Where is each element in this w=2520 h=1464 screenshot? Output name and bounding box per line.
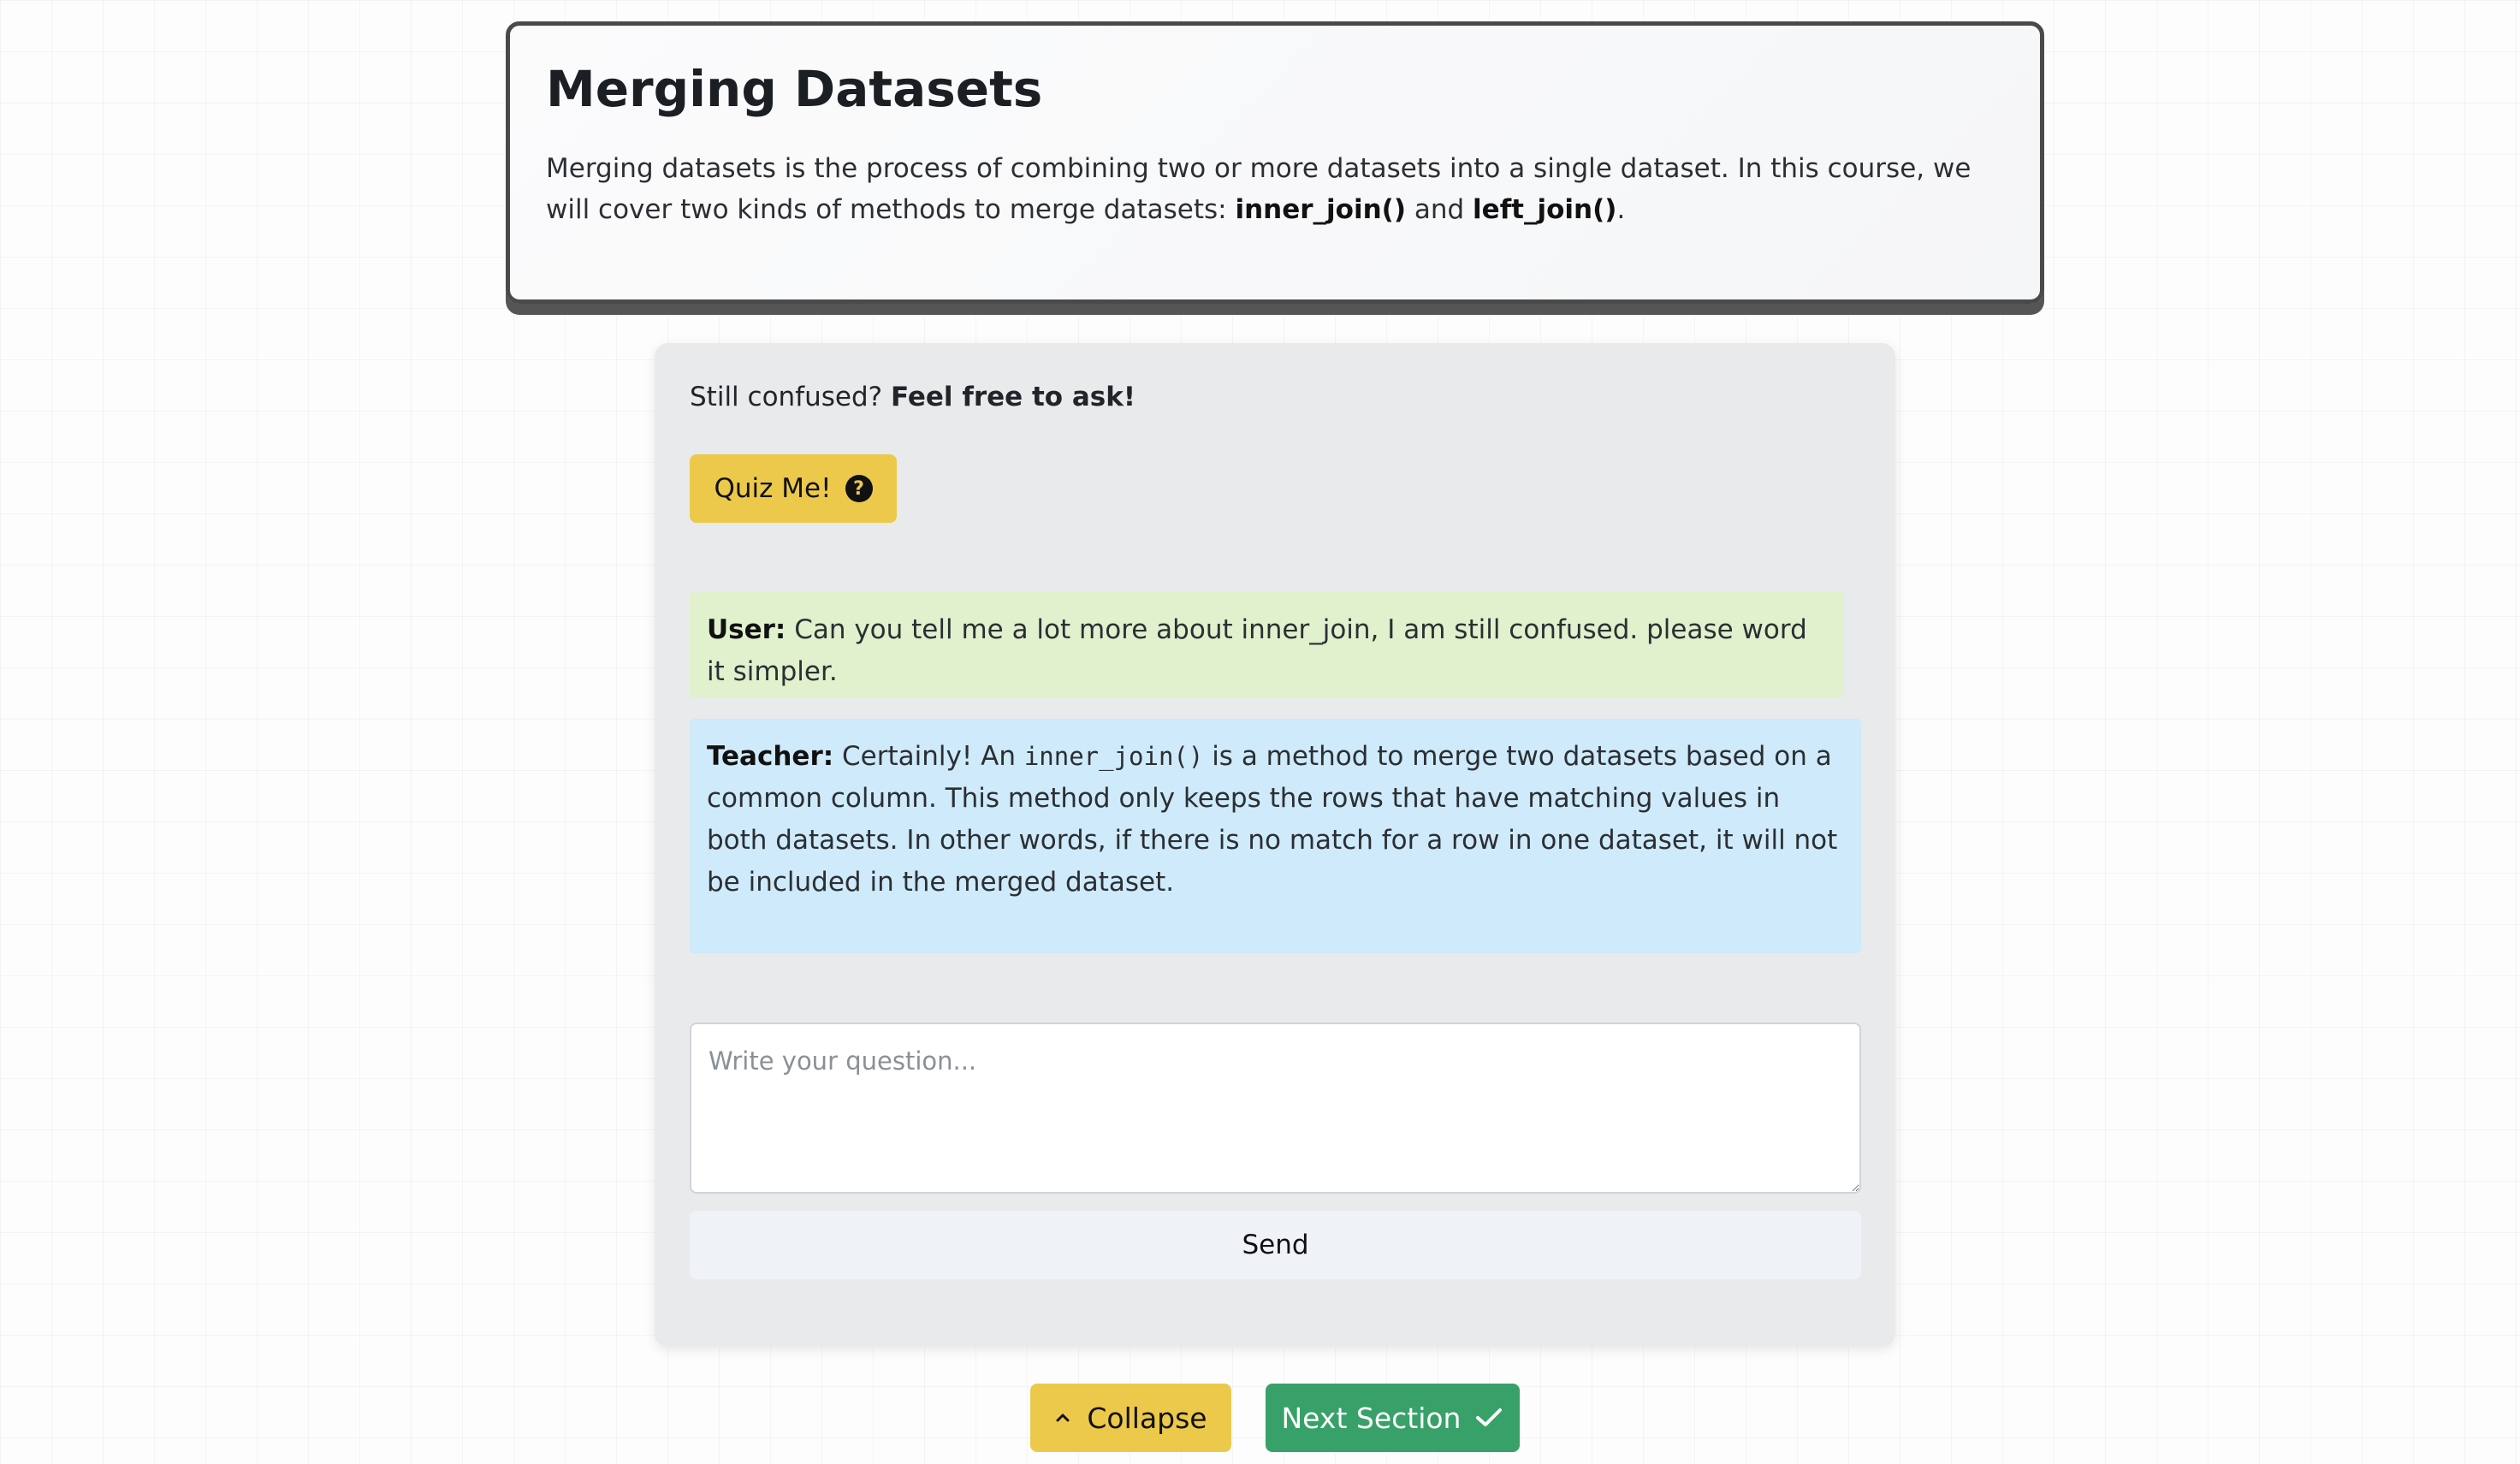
intro-text-and: and	[1406, 193, 1473, 225]
next-section-label: Next Section	[1281, 1401, 1462, 1435]
method-inner-join: inner_join()	[1235, 193, 1407, 225]
teacher-text-after: is a method to merge two datasets based on a common column. This method only keeps the rows that have matching values in both datasets. In other words, if there is no match for a row in one dataset, it will not be included in the merged dataset.	[707, 741, 1838, 898]
user-message	[690, 592, 1844, 698]
send-button[interactable]: Send	[690, 1211, 1861, 1279]
teacher-code-inner-join: inner_join()	[1023, 742, 1204, 771]
page-title: Merging Datasets	[546, 60, 1043, 118]
question-input[interactable]	[690, 1022, 1861, 1194]
ask-prefix: Still confused?	[690, 382, 891, 412]
intro-text-before: Merging datasets is the process of combining two or more datasets into a single dataset. In this course, we will cover two kinds of methods to merge datasets:	[546, 152, 1972, 225]
method-left-join: left_join()	[1473, 193, 1617, 225]
teacher-message	[690, 719, 1861, 953]
next-section-button[interactable]	[1266, 1384, 1520, 1452]
teacher-speaker-label: Teacher:	[707, 741, 834, 772]
collapse-button[interactable]	[1030, 1384, 1231, 1452]
chevron-up-icon	[1054, 1412, 1071, 1424]
user-message-text: Can you tell me a lot more about inner_join, I am still confused. please word it simpler.	[707, 614, 1807, 687]
ask-emphasis: Feel free to ask!	[890, 382, 1135, 412]
ask-prompt	[690, 382, 1135, 412]
intro-card	[506, 21, 2044, 304]
intro-text-end: .	[1616, 193, 1626, 225]
intro-description	[546, 148, 2004, 230]
quiz-me-label: Quiz Me!	[714, 473, 832, 504]
quiz-me-button[interactable]	[690, 454, 897, 523]
teacher-text-before: Certainly! An	[833, 741, 1024, 772]
chat-panel	[655, 343, 1895, 1347]
collapse-label: Collapse	[1087, 1401, 1207, 1435]
user-speaker-label: User:	[707, 614, 786, 645]
question-circle-icon: ?	[845, 475, 873, 502]
checkmark-icon	[1474, 1407, 1503, 1429]
